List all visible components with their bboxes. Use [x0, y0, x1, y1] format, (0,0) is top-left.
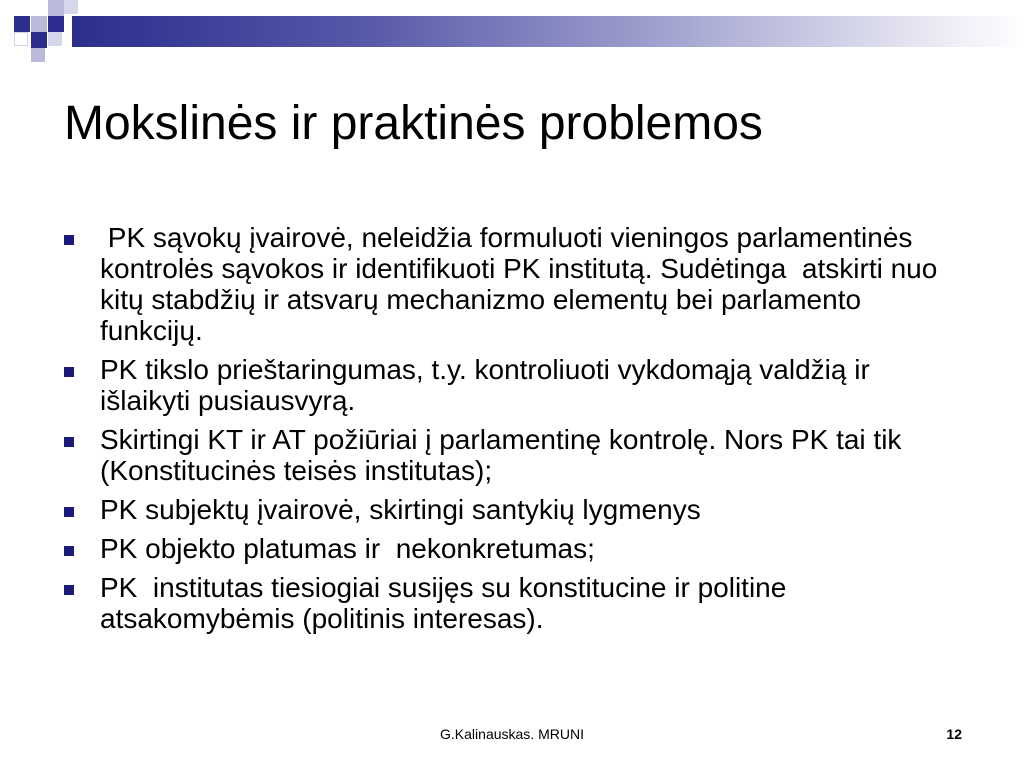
square-bullet-icon: [64, 507, 74, 517]
decor-square: [64, 0, 78, 14]
bullet-text: PK objekto platumas ir nekonkretumas;: [100, 533, 595, 564]
bullet-item: [62, 424, 962, 486]
bullet-item: [62, 572, 962, 634]
decor-square: [31, 48, 45, 62]
page-number: 12: [946, 726, 962, 742]
decor-square: [31, 32, 47, 48]
square-bullet-icon: [64, 235, 74, 245]
bullet-text: PK subjektų įvairovė, skirtingi santykių lygmenys: [100, 494, 701, 525]
square-bullet-icon: [64, 367, 74, 377]
slide-title: Mokslinės ir praktinės problemos: [64, 97, 763, 150]
bullet-item: [62, 494, 962, 525]
square-bullet-icon: [64, 437, 74, 447]
decor-square: [48, 0, 64, 16]
square-bullet-icon: [64, 546, 74, 556]
bullet-list: [62, 222, 962, 642]
bullet-text: PK tikslo prieštaringumas, t.y. kontroliuoti vykdomąją valdžią ir išlaikyti pusiausvyrą.: [100, 354, 870, 416]
square-bullet-icon: [64, 585, 74, 595]
bullet-text: Skirtingi KT ir AT požiūriai į parlamentinę kontrolę. Nors PK tai tik (Konstitucinės teisės institutas);: [100, 424, 902, 486]
bullet-item: [62, 533, 962, 564]
decor-square: [31, 16, 47, 32]
bullet-text: PK institutas tiesiogiai susijęs su konstitucine ir politine atsakomybėmis (politinis interesas).: [100, 572, 795, 634]
bullet-item: [62, 222, 962, 346]
decor-square: [14, 32, 28, 46]
decor-square: [14, 16, 30, 32]
decor-square: [48, 16, 64, 32]
header-gradient-band: [72, 16, 1024, 47]
decor-square: [48, 32, 62, 46]
slide-footer: G.Kalinauskas. MRUNI: [440, 726, 584, 742]
bullet-text: PK sąvokų įvairovė, neleidžia formuluoti vieningos parlamentinės kontrolės sąvokos ir identifikuoti PK institutą. Sudėtinga atskirti nuo kitų stabdžių ir atsvarų mechanizmo elementų bei parlamento funkcijų.: [100, 222, 946, 346]
bullet-item: [62, 354, 962, 416]
